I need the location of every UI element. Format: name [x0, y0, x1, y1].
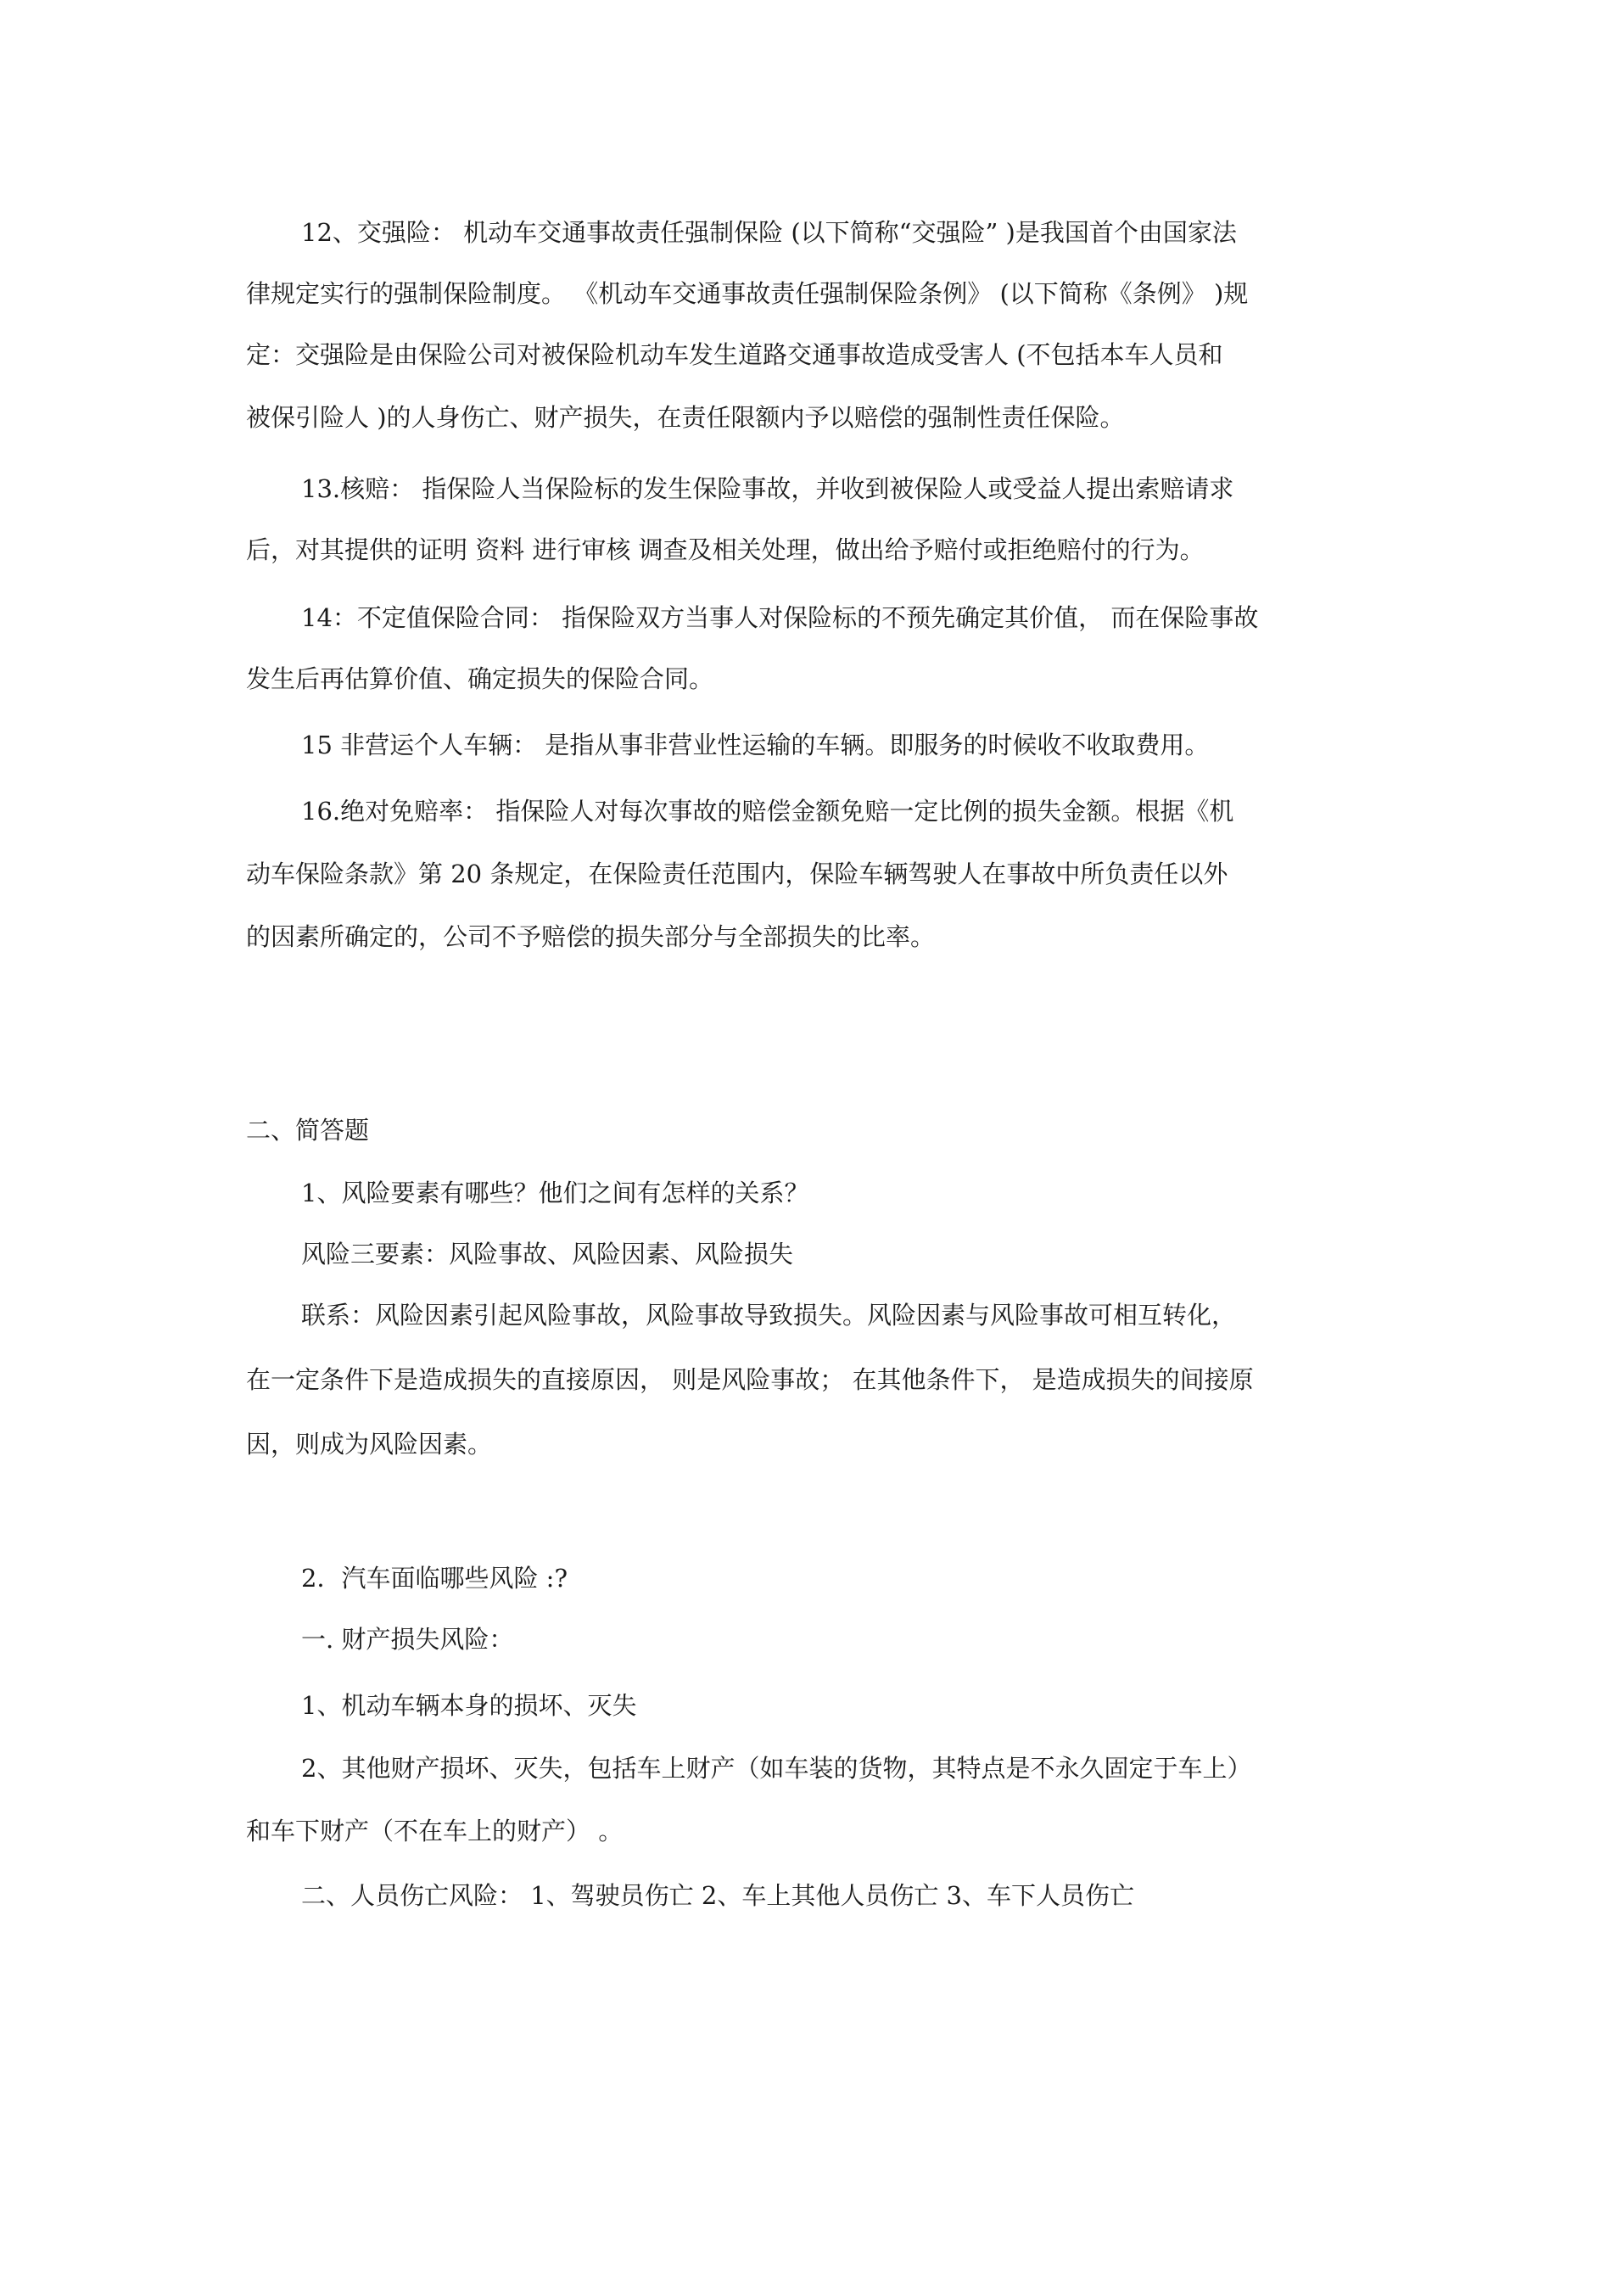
q1-relation-line-2: 在一定条件下是造成损失的直接原因， 则是风险事故； 在其他条件下， 是造成损失的间接原	[246, 1365, 1254, 1394]
p12-line-1: 12、交强险： 机动车交通事故责任强制保险 (以下简称“交强险” )是我国首个由国家法	[301, 218, 1237, 247]
p13-line-2: 后，对其提供的证明 资料 进行审核 调查及相关处理，做出给予赔付或拒绝赔付的行为。	[246, 535, 1205, 564]
q2-item1: 1、机动车辆本身的损坏、灭失	[301, 1691, 637, 1720]
p13-line-1: 13.核赔： 指保险人当保险标的发生保险事故，并收到被保险人或受益人提出索赔请求	[301, 474, 1234, 503]
q2-item2-line-2: 和车下财产（不在车上的财产） 。	[246, 1817, 624, 1845]
q2-item2-line-1: 2、其他财产损坏、灭失，包括车上财产（如车装的货物，其特点是不永久固定于车上）	[301, 1754, 1252, 1783]
p16-line-2: 动车保险条款》第 20 条规定，在保险责任范围内，保险车辆驾驶人在事故中所负责任以外	[246, 860, 1228, 888]
section-heading: 二、简答题	[246, 1116, 370, 1145]
q1-question: 1、风险要素有哪些？他们之间有怎样的关系？	[301, 1179, 809, 1207]
p12-line-4: 被保引险人 )的人身伤亡、财产损失，在责任限额内予以赔偿的强制性责任保险。	[246, 403, 1125, 432]
p14-line-1: 14：不定值保险合同： 指保险双方当事人对保险标的不预先确定其价值， 而在保险事故	[301, 603, 1259, 632]
p12-line-2: 律规定实行的强制保险制度。 《机动车交通事故责任强制保险条例》 (以下简称《条例》 )规	[246, 279, 1249, 308]
q1-relation-line-1: 联系：风险因素引起风险事故，风险事故导致损失。风险因素与风险事故可相互转化，	[301, 1301, 1237, 1330]
p14-line-2: 发生后再估算价值、确定损失的保险合同。	[246, 664, 714, 693]
q2-sub1: 一. 财产损失风险：	[301, 1625, 514, 1654]
p15-line-1: 15 非营运个人车辆： 是指从事非营业性运输的车辆。即服务的时候收不收取费用。	[301, 731, 1210, 759]
p16-line-1: 16.绝对免赔率： 指保险人对每次事故的赔偿金额免赔一定比例的损失金额。根据《机	[301, 797, 1234, 826]
p12-line-3: 定：交强险是由保险公司对被保险机动车发生道路交通事故造成受害人 (不包括本车人员和	[246, 340, 1223, 369]
q2-question: 2．汽车面临哪些风险 :?	[301, 1564, 568, 1593]
q2-sub2: 二、人员伤亡风险： 1、驾驶员伤亡 2、车上其他人员伤亡 3、车下人员伤亡	[301, 1881, 1135, 1910]
q1-answer-elements: 风险三要素：风险事故、风险因素、风险损失	[301, 1240, 794, 1268]
p16-line-3: 的因素所确定的，公司不予赔偿的损失部分与全部损失的比率。	[246, 922, 936, 951]
q1-relation-line-3: 因，则成为风险因素。	[246, 1430, 493, 1459]
